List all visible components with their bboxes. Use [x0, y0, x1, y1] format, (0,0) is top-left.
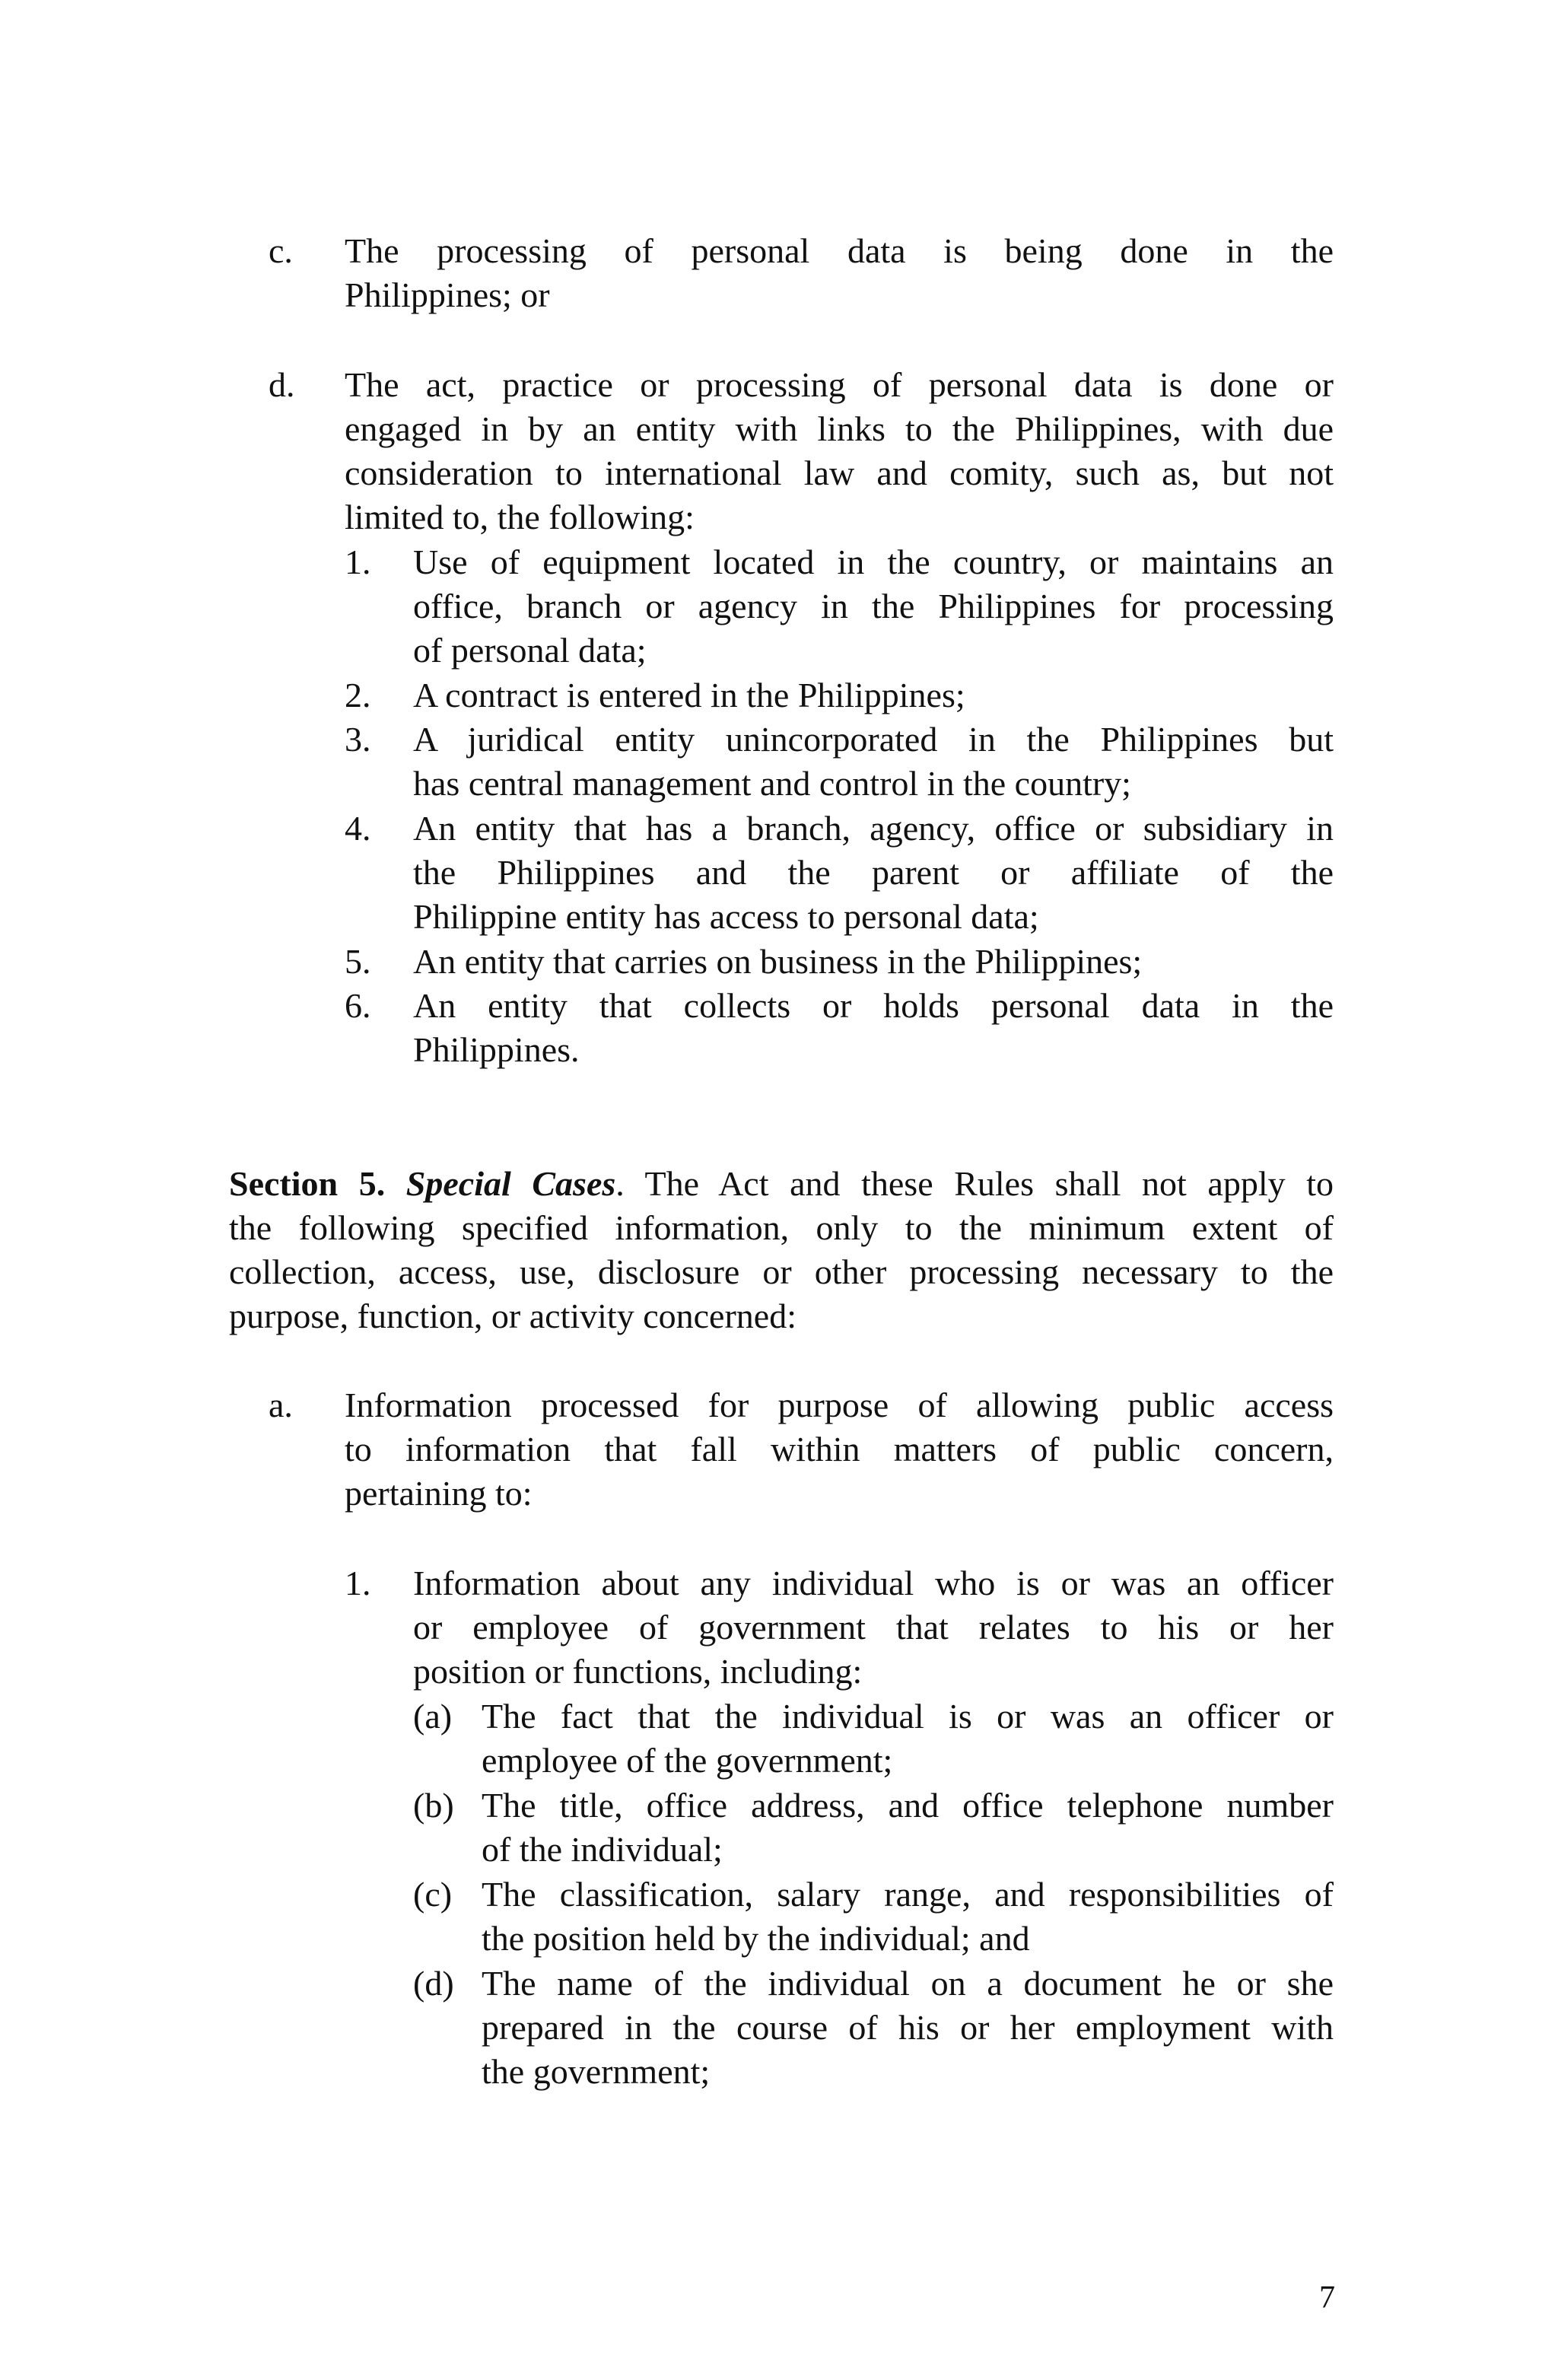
clause-d-line-3: consideration to international law and comity, such as, but not	[345, 453, 1334, 492]
section-5-line-1-rest: . The Act and these Rules shall not apply to	[615, 1164, 1334, 1203]
clause-a-item-1-line-3: position or functions, including:	[413, 1652, 863, 1691]
section-5-heading: Section 5.	[229, 1164, 386, 1203]
clause-d-item-4-line-1: An entity that has a branch, agency, office or subsidiary in	[413, 809, 1334, 848]
clause-d-item-2-marker: 2.	[345, 676, 371, 714]
subitem-d-marker: (d)	[413, 1964, 454, 2003]
subitem-c-marker: (c)	[413, 1875, 453, 1914]
clause-d-item-3-line-2: has central management and control in the country;	[413, 764, 1131, 803]
clause-d-item-6-line-2: Philippines.	[413, 1030, 580, 1069]
section-5-line-1	[229, 1162, 1334, 1206]
subitem-a-line-2: employee of the government;	[482, 1741, 893, 1780]
clause-c-line-1: The processing of personal data is being done in the	[345, 231, 1334, 270]
clause-d-item-1-line-2: office, branch or agency in the Philippines for processing	[413, 587, 1334, 625]
clause-d-item-5-marker: 5.	[345, 942, 371, 981]
clause-d-item-3-line-1: A juridical entity unincorporated in the Philippines but	[413, 720, 1334, 759]
clause-d-line-1: The act, practice or processing of personal data is done or	[345, 365, 1334, 404]
clause-d-line-2: engaged in by an entity with links to the Philippines, with due	[345, 409, 1334, 448]
clause-d-marker: d.	[269, 365, 295, 404]
clause-d-item-6-marker: 6.	[345, 986, 371, 1025]
clause-d-item-5-line-1: An entity that carries on business in the Philippines;	[413, 942, 1143, 981]
clause-d-item-6-line-1: An entity that collects or holds personal data in the	[413, 986, 1334, 1025]
clause-a-line-1: Information processed for purpose of allowing public access	[345, 1386, 1334, 1424]
clause-d-item-3-marker: 3.	[345, 720, 371, 759]
section-5-line-4: purpose, function, or activity concerned:	[229, 1297, 796, 1335]
subitem-c-line-2: the position held by the individual; and	[482, 1919, 1030, 1958]
clause-d-item-4-line-3: Philippine entity has access to personal data;	[413, 897, 1039, 936]
clause-d-line-4: limited to, the following:	[345, 498, 695, 536]
section-5-title: Special Cases	[405, 1164, 616, 1203]
subitem-b-line-1: The title, office address, and office telephone number	[482, 1786, 1334, 1825]
section-5-line-2: the following specified information, only to the minimum extent of	[229, 1208, 1334, 1247]
clause-a-line-2: to information that fall within matters of public concern,	[345, 1430, 1334, 1468]
subitem-d-line-2: prepared in the course of his or her employment with	[482, 2008, 1334, 2047]
clause-c-marker: c.	[269, 231, 293, 270]
clause-d-item-1-line-1: Use of equipment located in the country, or maintains an	[413, 542, 1334, 581]
clause-d-item-4-marker: 4.	[345, 809, 371, 848]
subitem-d-line-1: The name of the individual on a document he or she	[482, 1964, 1334, 2003]
subitem-b-line-2: of the individual;	[482, 1830, 723, 1869]
page-number: 7	[1319, 2280, 1335, 2315]
clause-c-line-2: Philippines; or	[345, 275, 550, 314]
clause-a-marker: a.	[269, 1386, 293, 1424]
clause-d-item-1-marker: 1.	[345, 542, 371, 581]
clause-a-item-1-marker: 1.	[345, 1564, 371, 1602]
clause-d-item-2-line-1: A contract is entered in the Philippines;	[413, 676, 965, 714]
subitem-a-marker: (a)	[413, 1697, 453, 1736]
clause-a-line-3: pertaining to:	[345, 1474, 533, 1513]
clause-d-item-4-line-2: the Philippines and the parent or affiliate of the	[413, 853, 1334, 892]
subitem-b-marker: (b)	[413, 1786, 454, 1825]
clause-a-item-1-line-2: or employee of government that relates to his or her	[413, 1608, 1334, 1647]
section-5-line-3: collection, access, use, disclosure or other processing necessary to the	[229, 1252, 1334, 1291]
subitem-d-line-3: the government;	[482, 2052, 711, 2091]
clause-d-item-1-line-3: of personal data;	[413, 631, 647, 670]
subitem-a-line-1: The fact that the individual is or was an officer or	[482, 1697, 1334, 1736]
subitem-c-line-1: The classification, salary range, and responsibilities of	[482, 1875, 1334, 1914]
clause-a-item-1-line-1: Information about any individual who is or was an officer	[413, 1564, 1334, 1602]
